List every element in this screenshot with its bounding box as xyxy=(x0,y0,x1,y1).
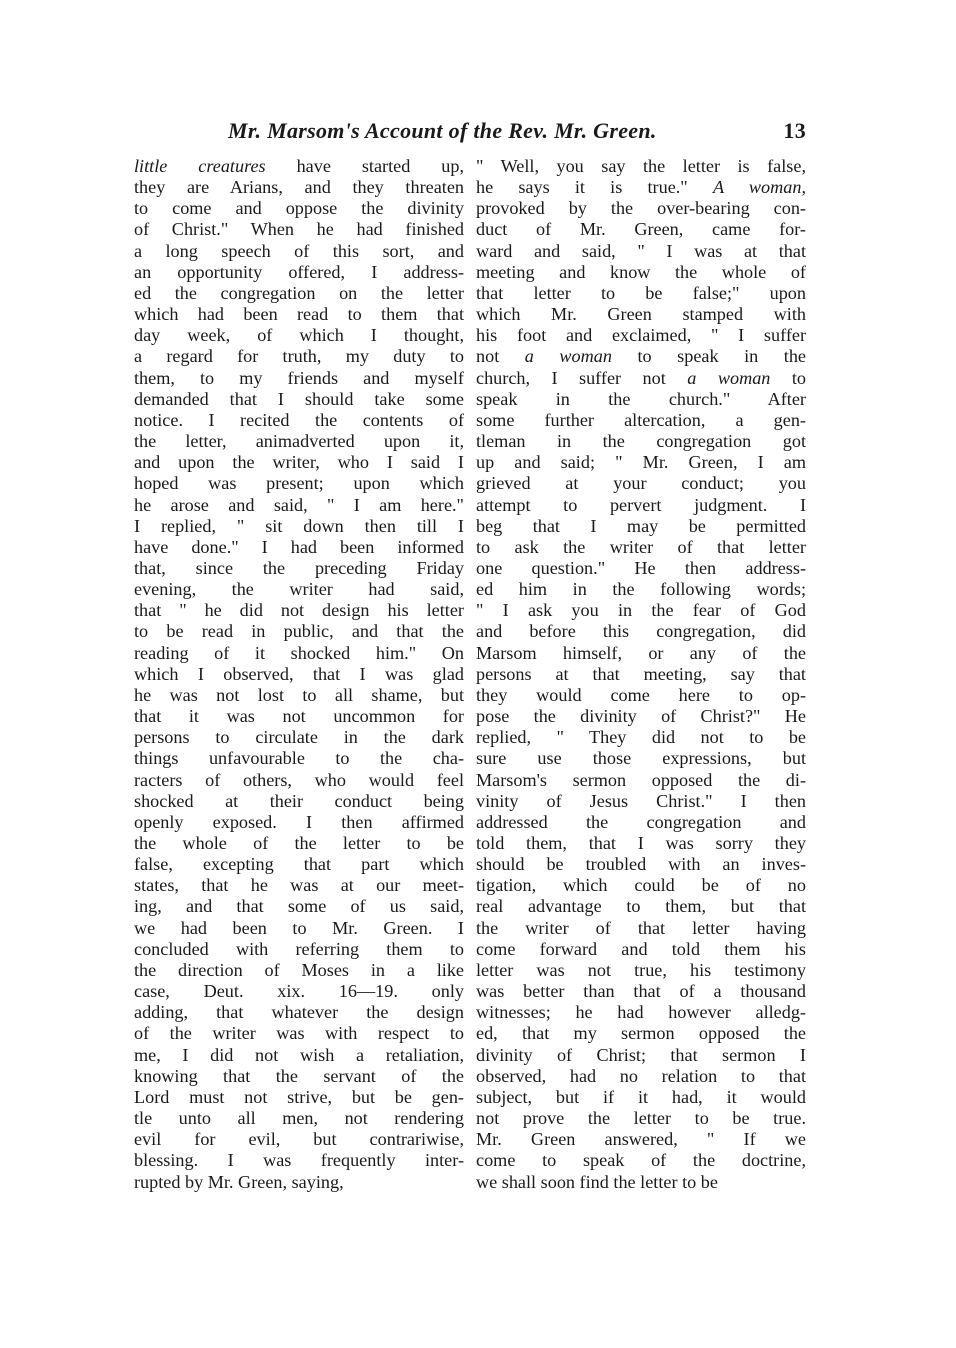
text-line: the writer of that letter having xyxy=(476,917,806,938)
text-line: openly exposed. I then affirmed xyxy=(134,811,464,832)
text-line: an opportunity offered, I address- xyxy=(134,261,464,282)
text-line: not a woman to speak in the xyxy=(476,346,806,367)
text-line: a long speech of this sort, and xyxy=(134,240,464,261)
text-line: to come and oppose the divinity xyxy=(134,198,464,219)
text-line: up and said; " Mr. Green, I am xyxy=(476,452,806,473)
text-line: shocked at their conduct being xyxy=(134,790,464,811)
text-line: to ask the writer of that letter xyxy=(476,536,806,557)
text-line: day week, of which I thought, xyxy=(134,325,464,346)
text-line: that " he did not design his letter xyxy=(134,600,464,621)
text-line: false, excepting that part which xyxy=(134,854,464,875)
text-line: attempt to pervert judgment. I xyxy=(476,494,806,515)
text-line: they would come here to op- xyxy=(476,684,806,705)
text-line: a regard for truth, my duty to xyxy=(134,346,464,367)
text-line: ed the congregation on the letter xyxy=(134,282,464,303)
text-line: church, I suffer not a woman to xyxy=(476,367,806,388)
text-line: tigation, which could be of no xyxy=(476,875,806,896)
text-line: which I observed, that I was glad xyxy=(134,663,464,684)
text-line: reading of it shocked him." On xyxy=(134,642,464,663)
text-line: real advantage to them, but that xyxy=(476,896,806,917)
text-line: ed, that my sermon opposed the xyxy=(476,1023,806,1044)
text-line: the whole of the letter to be xyxy=(134,833,464,853)
text-line: that letter to be false;" upon xyxy=(476,282,806,303)
text-line: states, that he was at our meet- xyxy=(134,875,464,896)
text-line: we had been to Mr. Green. I xyxy=(134,917,464,938)
text-line: he arose and said, " I am here." xyxy=(134,494,464,515)
text-line: subject, but if it had, it would xyxy=(476,1086,806,1107)
text-line: notice. I recited the contents of xyxy=(134,409,464,430)
text-line: duct of Mr. Green, came for- xyxy=(476,219,806,240)
text-line: the letter, animadverted upon it, xyxy=(134,431,464,452)
text-line: come forward and told them his xyxy=(476,938,806,959)
text-line: that, since the preceding Friday xyxy=(134,557,464,578)
text-line: beg that I may be permitted xyxy=(476,515,806,536)
text-line: me, I did not wish a retaliation, xyxy=(134,1044,464,1065)
text-line: ed him in the following words; xyxy=(476,579,806,600)
text-line: of the writer was with respect to xyxy=(134,1023,464,1044)
text-line: sure use those expressions, but xyxy=(476,748,806,769)
text-line: grieved at your conduct; you xyxy=(476,473,806,494)
text-line: Marsom himself, or any of the xyxy=(476,642,806,663)
text-line: persons at that meeting, say that xyxy=(476,663,806,684)
text-line: knowing that the servant of the xyxy=(134,1065,464,1086)
text-line: " Well, you say the letter is false, xyxy=(476,156,806,176)
text-line: that it was not uncommon for xyxy=(134,706,464,727)
text-line: ing, and that some of us said, xyxy=(134,896,464,917)
text-line: tleman in the congregation got xyxy=(476,431,806,452)
text-line: tle unto all men, not rendering xyxy=(134,1108,464,1129)
text-line: his foot and exclaimed, " I suffer xyxy=(476,325,806,346)
text-line: one question." He then address- xyxy=(476,557,806,578)
text-line: replied, " They did not to be xyxy=(476,727,806,748)
text-line: rupted by Mr. Green, saying, xyxy=(134,1171,344,1192)
text-line: Lord must not strive, but be gen- xyxy=(134,1086,464,1107)
text-line: we shall soon find the letter to be xyxy=(476,1171,718,1192)
text-line: demanded that I should take some xyxy=(134,388,464,409)
text-line: letter was not true, his testimony xyxy=(476,959,806,980)
running-header xyxy=(228,118,806,148)
text-line: little creatures have started up, xyxy=(134,156,464,176)
text-line: the direction of Moses in a like xyxy=(134,959,464,980)
text-line: should be troubled with an inves- xyxy=(476,854,806,875)
text-line: and before this congregation, did xyxy=(476,621,806,642)
text-line: to be read in public, and that the xyxy=(134,621,464,642)
text-line: racters of others, who would feel xyxy=(134,769,464,790)
left-text-column xyxy=(134,156,464,1193)
text-line: told them, that I was sorry they xyxy=(476,833,806,853)
text-line: " I ask you in the fear of God xyxy=(476,600,806,621)
text-line: they are Arians, and they threaten xyxy=(134,177,464,198)
text-line: case, Deut. xix. 16—19. only xyxy=(134,981,464,1002)
text-line: some further altercation, a gen- xyxy=(476,409,806,430)
text-line: them, to my friends and myself xyxy=(134,367,464,388)
text-line: provoked by the over-bearing con- xyxy=(476,198,806,219)
text-line: adding, that whatever the design xyxy=(134,1002,464,1023)
text-line: blessing. I was frequently inter- xyxy=(134,1150,464,1171)
page-number: 13 xyxy=(783,118,806,143)
text-line: witnesses; he had however alledg- xyxy=(476,1002,806,1023)
text-line: I replied, " sit down then till I xyxy=(134,515,464,536)
text-line: was better than that of a thousand xyxy=(476,981,806,1002)
text-line: vinity of Jesus Christ." I then xyxy=(476,790,806,811)
text-line: pose the divinity of Christ?" He xyxy=(476,706,806,727)
text-line: meeting and know the whole of xyxy=(476,261,806,282)
text-line: observed, had no relation to that xyxy=(476,1065,806,1086)
text-line: Mr. Green answered, " If we xyxy=(476,1129,806,1150)
text-line: hoped was present; upon which xyxy=(134,473,464,494)
text-line: persons to circulate in the dark xyxy=(134,727,464,748)
text-line: not prove the letter to be true. xyxy=(476,1108,806,1129)
text-line: he was not lost to all shame, but xyxy=(134,684,464,705)
text-line: of Christ." When he had finished xyxy=(134,219,464,240)
text-line: and upon the writer, who I said I xyxy=(134,452,464,473)
text-line: things unfavourable to the cha- xyxy=(134,748,464,769)
text-line: evil for evil, but contrariwise, xyxy=(134,1129,464,1150)
text-line: concluded with referring them to xyxy=(134,938,464,959)
right-text-column xyxy=(476,156,806,1193)
text-line: which Mr. Green stamped with xyxy=(476,304,806,325)
text-line: addressed the congregation and xyxy=(476,811,806,832)
text-line: which had been read to them that xyxy=(134,304,464,325)
text-line: speak in the church." After xyxy=(476,388,806,409)
text-line: come to speak of the doctrine, xyxy=(476,1150,806,1171)
text-line: evening, the writer had said, xyxy=(134,579,464,600)
text-line: have done." I had been informed xyxy=(134,536,464,557)
text-line: divinity of Christ; that sermon I xyxy=(476,1044,806,1065)
text-line: he says it is true." A woman, xyxy=(476,177,806,198)
running-title: Mr. Marsom's Account of the Rev. Mr. Green. xyxy=(228,118,657,143)
text-line: Marsom's sermon opposed the di- xyxy=(476,769,806,790)
text-line: ward and said, " I was at that xyxy=(476,240,806,261)
